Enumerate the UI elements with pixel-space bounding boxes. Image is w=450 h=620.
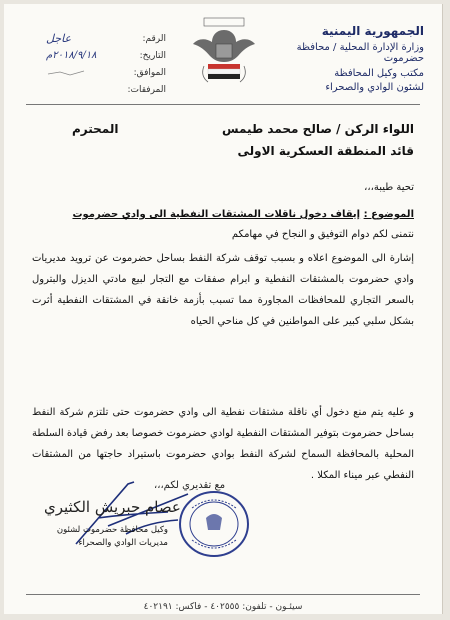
country-name: الجمهورية اليمنية — [321, 24, 424, 38]
corr-row — [46, 64, 166, 81]
corr-label: الموافق: — [133, 67, 166, 78]
wish-line: نتمنى لكم دوام التوفيق و النجاح في مهامكم — [231, 229, 414, 240]
body-paragraph-2: و عليه يتم منع دخول أي ناقلة مشتقات نفطية الى وادي حضرموت حتى تلتزم شركة النفط بساحل حضرموت بتوفير المشتقات النفطية لوادي حضرموت خصوصا بعد رفض قيادة السلطة المحلية بالمحافظة السماح لشركة النفط بوادي حضرموت باستيراد حاجتها من المشتقات النفطي عبر ميناء المكلا . — [32, 407, 414, 481]
scribble-icon — [46, 68, 86, 78]
ref-label: الرقم: — [142, 33, 166, 44]
letter-meta — [46, 30, 166, 98]
letterhead-right — [274, 24, 424, 93]
addressee-name: اللواء الركن / صالح محمد طيمس — [222, 122, 414, 136]
letter-page — [4, 4, 443, 614]
ref-row — [46, 30, 166, 47]
date-row — [46, 47, 166, 64]
signatory-title-line1: وكيل محافظة حضرموت لشئون — [56, 525, 168, 535]
header-divider — [26, 104, 420, 105]
addressee-honor: المحترم — [72, 122, 119, 136]
signatory-title — [18, 524, 168, 550]
greeting: تحية طيبة،،، — [364, 182, 414, 193]
subject-text: إيقاف دخول ناقلات المشتقات النفطية الى وادي حضرموت — [72, 209, 361, 220]
footer-contact: سيئـون - تلفون: ٤٠٢٥٥٥ - فاكس: ٤٠٢١٩١ — [143, 602, 303, 612]
footer-divider — [26, 594, 420, 595]
body-paragraph-1: إشارة الى الموضوع اعلاه و بسبب توقف شركة النفط بساحل حضرموت عن ترويد مديريات وادي حضرموت بالمشتقات النفطية و ابرام صفقات مع التجار لبيع مادتي الديزل والبترول بالسعر التجاري للمحافظات المجاورة مما تسبب بأزمة خانقة في المشتقات النفطية أثرت بشكل سلبي كبير على المواطنين في كل مناحي الحياه — [32, 253, 414, 327]
office-sub: لشئون الوادي والصحراء — [325, 82, 424, 93]
closing-regards: مع تقديري لكم،،، — [154, 480, 226, 491]
attach-label: المرفقات: — [127, 84, 166, 95]
date-value: ٢٠١٨/٩/١٨م — [46, 50, 97, 61]
date-label: التاريخ: — [139, 50, 166, 61]
signatory-title-line2: مديريات الوادي والصحراء — [78, 538, 168, 548]
addressee-line1 — [32, 122, 414, 136]
ministry-name: وزارة الإدارة المحلية / محافظة حضرموت — [296, 42, 424, 64]
attach-row — [46, 81, 166, 98]
subject-label: الموضوع : — [363, 209, 414, 220]
office-name: مكتب وكيل المحافظة — [334, 68, 424, 79]
addressee-line2: قائد المنطقة العسكرية الاولى — [237, 144, 414, 158]
signatory-name: عصام حبريش الكثيري — [44, 498, 181, 516]
eagle-emblem-icon — [190, 16, 258, 86]
subject-line — [32, 209, 414, 220]
ref-value: عاجل — [46, 32, 72, 45]
official-stamp-icon — [176, 488, 252, 560]
